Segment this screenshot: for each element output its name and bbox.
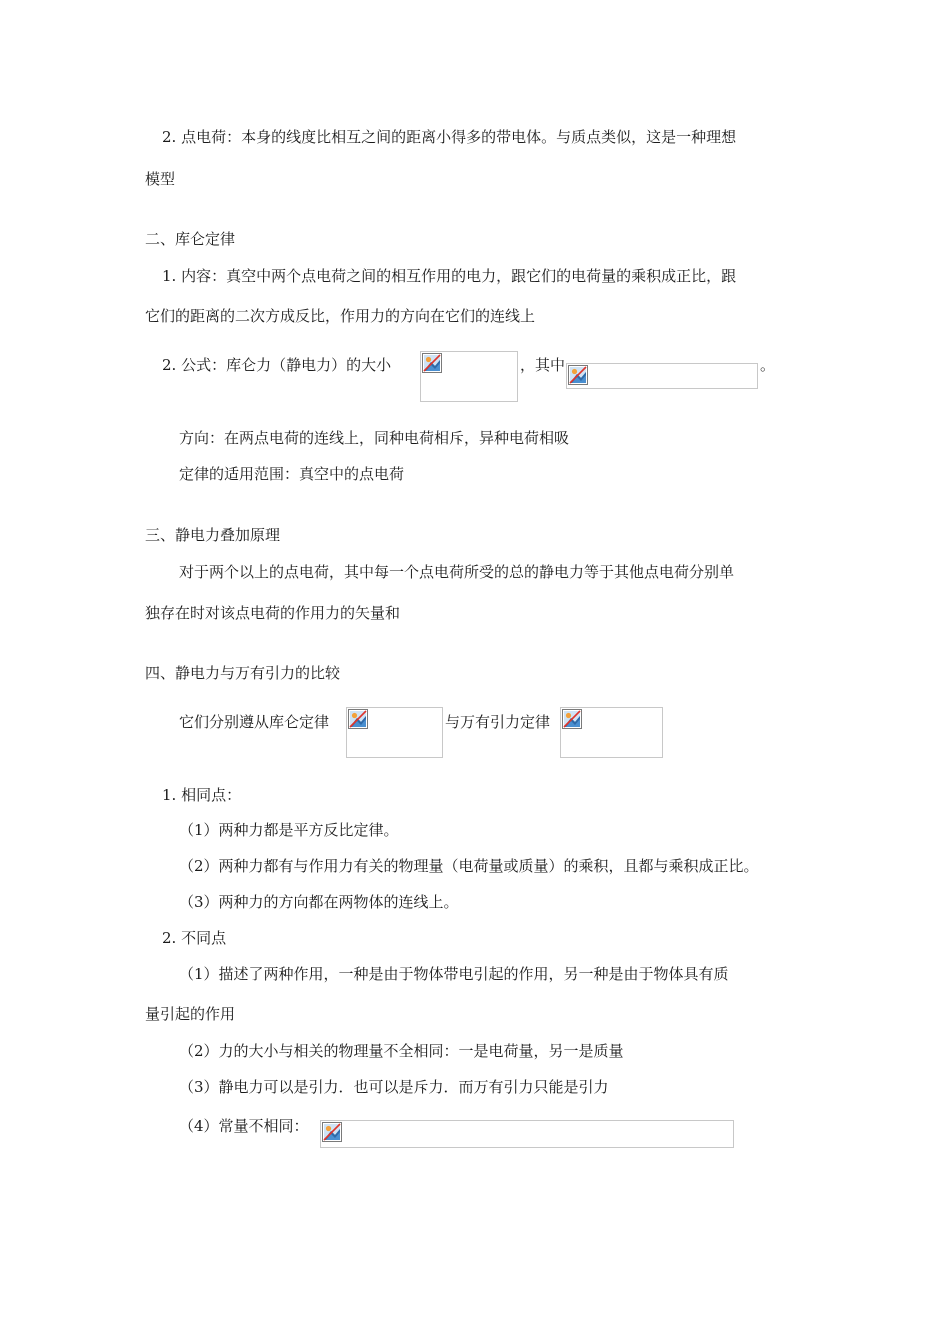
similarity-1: （1）两种力都是平方反比定律。: [179, 821, 399, 839]
difference-4: （4）常量不相同：: [179, 1117, 309, 1135]
constant-formula-image: [566, 363, 758, 389]
scope-text: 定律的适用范围：真空中的点电荷: [179, 465, 405, 483]
gravitation-law-image: [560, 707, 663, 758]
formula-end: 。: [760, 356, 776, 374]
difference-1-line-2: 量引起的作用: [145, 1005, 236, 1023]
difference-2: （2）力的大小与相关的物理量不全相同：一是电荷量，另一是质量: [179, 1042, 624, 1060]
superposition-line-1: 对于两个以上的点电荷，其中每一个点电荷所受的总的静电力等于其他点电荷分别单: [179, 563, 735, 581]
formula-mid: ，其中: [520, 356, 566, 374]
similarities-title: 1. 相同点：: [162, 786, 242, 804]
coulomb-formula-image: [420, 351, 518, 402]
section-heading-coulomb: 二、库仑定律: [145, 230, 236, 248]
formula-prefix: 2. 公式：库仑力（静电力）的大小: [162, 356, 392, 374]
direction-text: 方向：在两点电荷的连线上，同种电荷相斥，异种电荷相吸: [179, 429, 570, 447]
broken-image-icon: [422, 353, 442, 373]
point-charge-line-1: 2. 点电荷：本身的线度比相互之间的距离小得多的带电体。与质点类似，这是一种理想: [162, 128, 737, 146]
section-heading-superposition: 三、静电力叠加原理: [145, 526, 281, 544]
similarity-3: （3）两种力的方向都在两物体的连线上。: [179, 893, 459, 911]
superposition-line-2: 独存在时对该点电荷的作用力的矢量和: [145, 604, 401, 622]
differences-title: 2. 不同点: [162, 929, 227, 947]
point-charge-line-2: 模型: [145, 170, 176, 188]
broken-image-icon: [322, 1122, 342, 1142]
broken-image-icon: [348, 709, 368, 729]
compare-prefix: 它们分别遵从库仑定律: [179, 713, 330, 731]
section-heading-comparison: 四、静电力与万有引力的比较: [145, 664, 341, 682]
coulomb-content-line-1: 1. 内容：真空中两个点电荷之间的相互作用的电力，跟它们的电荷量的乘积成正比，跟: [162, 267, 737, 285]
difference-3: （3）静电力可以是引力．也可以是斥力．而万有引力只能是引力: [179, 1078, 609, 1096]
difference-1-line-1: （1）描述了两种作用，一种是由于物体带电引起的作用，另一种是由于物体具有质: [179, 965, 729, 983]
compare-mid: 与万有引力定律: [445, 713, 551, 731]
broken-image-icon: [568, 365, 588, 385]
broken-image-icon: [562, 709, 582, 729]
constants-image: [320, 1120, 734, 1148]
similarity-2: （2）两种力都有与作用力有关的物理量（电荷量或质量）的乘积，且都与乘积成正比。: [179, 857, 759, 875]
coulomb-content-line-2: 它们的距离的二次方成反比，作用力的方向在它们的连线上: [145, 307, 536, 325]
coulomb-law-image: [346, 707, 443, 758]
